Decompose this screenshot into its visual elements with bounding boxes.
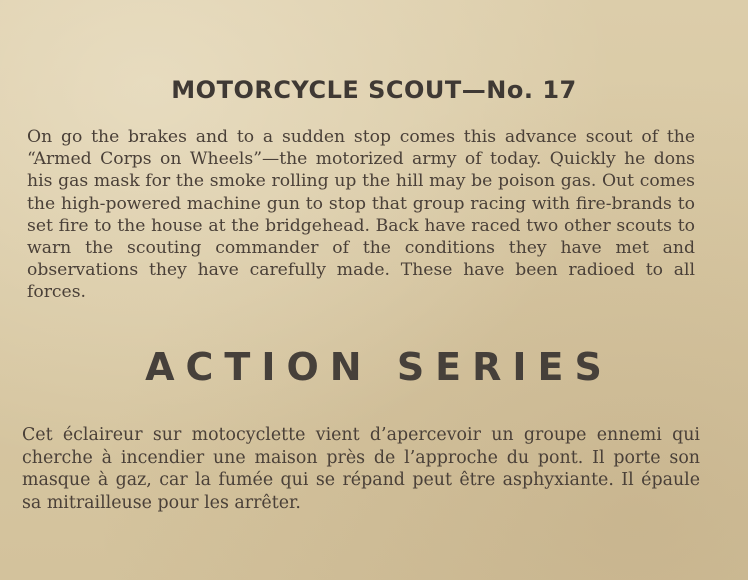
english-description: On go the brakes and to a sudden stop comes this advance scout of the “Armed Corps on Wheels”—the motorized army of today. Quickly he dons his gas mask for the smoke rolling up the hill may be poison gas. Out comes the high-powered machine gun to stop that group racing with fire-brands to set fire to the house at the bridgehead. Back have raced two other scouts to warn the scouting commander of the conditions they have met and observations they have carefully made. These have been radioed to all forces.: [27, 127, 695, 303]
french-description: Cet éclaireur sur motocyclette vient d’apercevoir un groupe ennemi qui cherche à incendier une maison près de l’approche du pont. Il porte son masque à gaz, car la fumée qui se répand peut être asphyxiante. Il épaule sa mitrailleuse pour les arrêter.: [22, 425, 700, 513]
series-title: ACTION SERIES: [145, 345, 613, 389]
card-title: MOTORCYCLE SCOUT—No. 17: [171, 76, 577, 104]
